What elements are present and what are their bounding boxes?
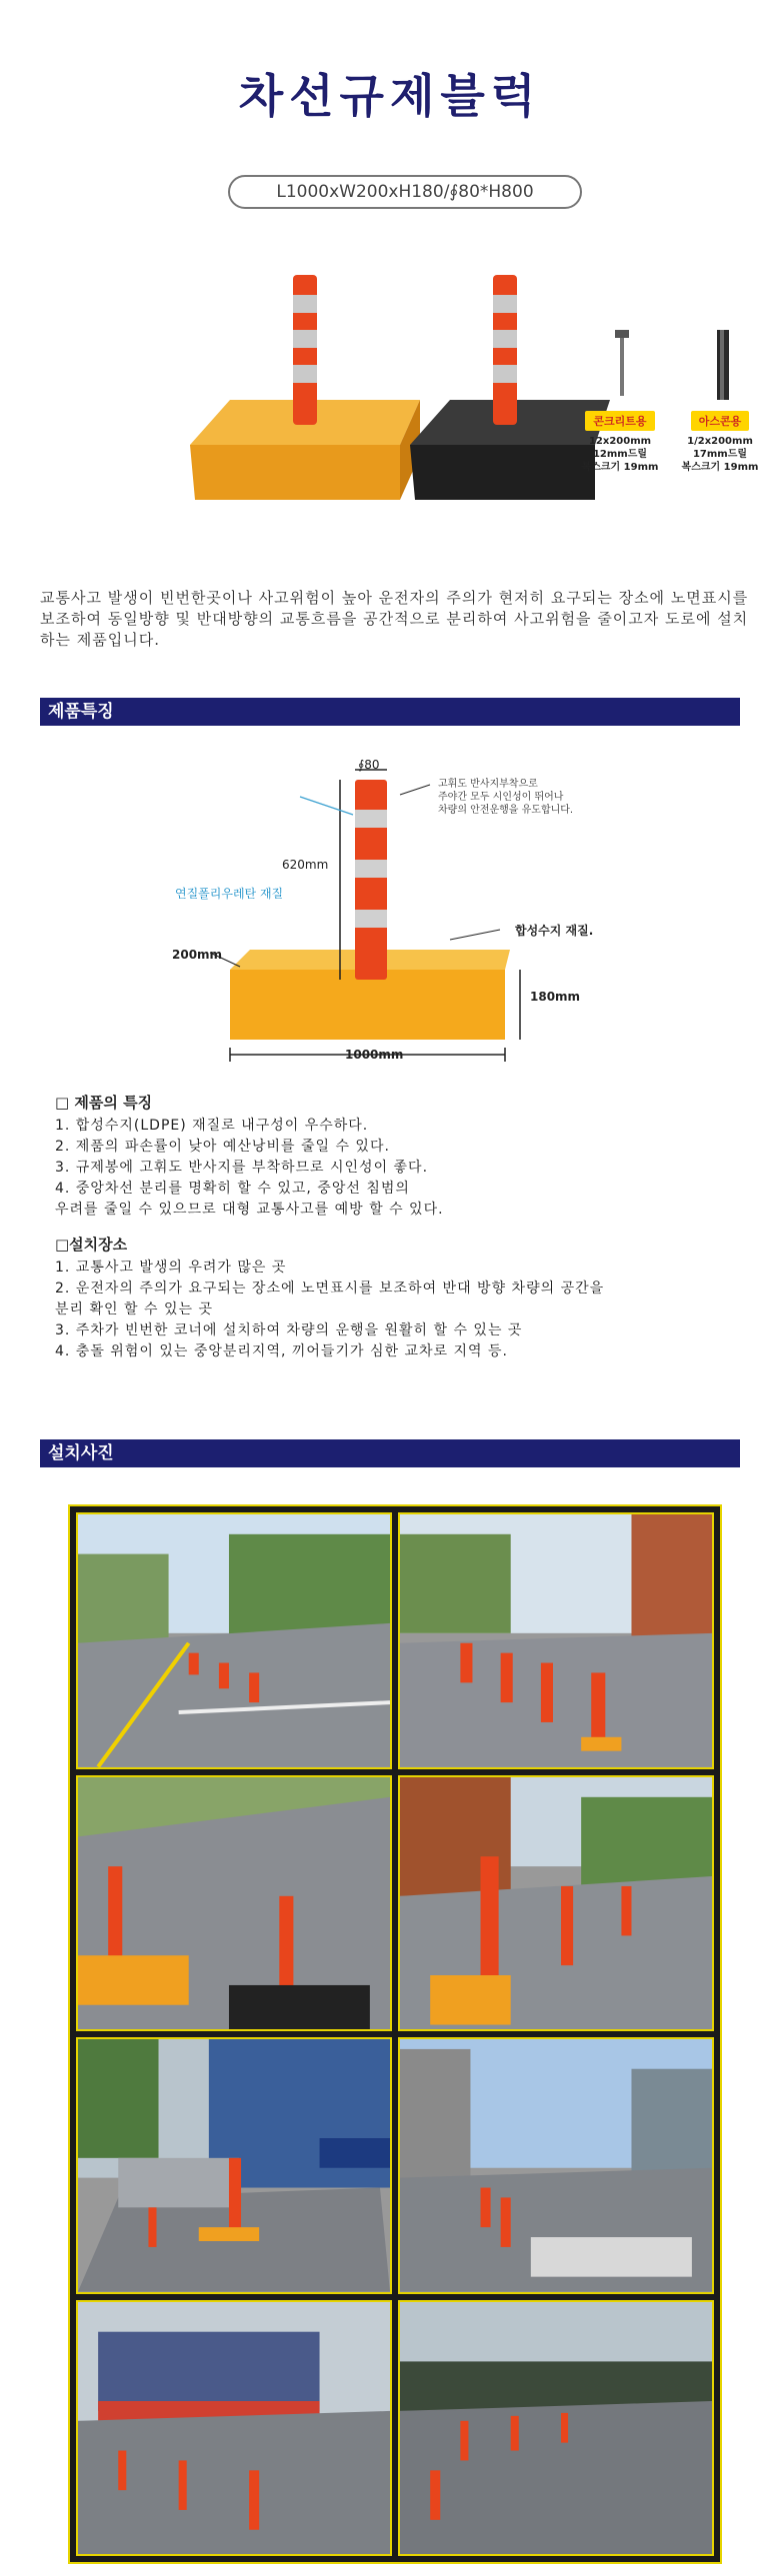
installation-photo (398, 2300, 714, 2557)
features-heading: □ 제품의 특징 (55, 1094, 153, 1112)
diagram-diameter-label: ∮80 (358, 758, 380, 772)
feature-item: 4. 중앙차선 분리를 명확히 할 수 있고, 중앙선 침범의 우려를 줄일 수 있으므로 대형 교통사고를 예방 할 수 있다. (55, 1181, 444, 1218)
bolt-icon-asphalt (708, 330, 738, 400)
intro-text: 교통사고 발생이 빈번한곳이나 사고위험이 높아 운전자의 주의가 현저히 요구되는 장소에 노면표시를 보조하여 동일방향 및 반대방향의 교통흐름을 공간적으로 분리하여 사고위험을 줄이고자 도로에 설치하는 제품입니다. (40, 589, 749, 649)
installation-photo (76, 1775, 392, 2032)
section-header-photos: 설치사진 (40, 1439, 740, 1467)
install-item: 1. 교통사고 발생의 우려가 많은 곳 (55, 1260, 287, 1276)
anchor-asphalt (670, 410, 770, 474)
feature-item: 1. 합성수지(LDPE) 재질로 내구성이 우수하다. (55, 1118, 369, 1134)
diagram-base-material: 합성수지 재질. (515, 924, 594, 938)
spec-dimensions: L1000xW200xH180/∮80*H800 (228, 175, 582, 209)
product-hero-illustration (170, 240, 610, 540)
installation-photo (398, 1512, 714, 1769)
bolt-icon-concrete (612, 330, 632, 400)
features-list (55, 1093, 755, 1362)
diagram-height-label: 620mm (282, 858, 329, 872)
anchor-concrete-spec: 12x200mm 12mm드릴 복스크기 19mm (581, 436, 659, 473)
diagram-length-label: 1000mm (345, 1048, 404, 1062)
installation-photo-grid (68, 1504, 722, 2564)
install-item: 3. 주차가 빈번한 코너에 설치하여 차량의 운행을 원활히 할 수 있는 곳 (55, 1322, 523, 1338)
installation-photo (76, 2300, 392, 2557)
installation-photo (76, 2037, 392, 2294)
installation-photo (76, 1512, 392, 1769)
diagram-width-label: 200mm (172, 948, 223, 962)
installation-photo (398, 2037, 714, 2294)
diagram-base-height-label: 180mm (530, 990, 581, 1004)
diagram-reflector-note: 고휘도 반사지부착으로 주야간 모두 시인성이 뛰어나 차량의 안전운행을 유도합니다. (438, 779, 574, 816)
install-item: 2. 운전자의 주의가 요구되는 장소에 노면표시를 보조하여 반대 방향 차량의 공간을 분리 확인 할 수 있는 곳 (55, 1281, 605, 1317)
install-location-heading: □설치장소 (55, 1236, 128, 1254)
diagram-pole-material: 연질폴리우레탄 재질 (175, 887, 284, 901)
feature-item: 3. 규제봉에 고휘도 반사지를 부착하므로 시인성이 좋다. (55, 1160, 429, 1176)
installation-photo (398, 1775, 714, 2032)
page-title: 차선규제블럭 (238, 69, 542, 123)
anchor-asphalt-label: 아스콘용 (691, 411, 750, 431)
install-item: 4. 충돌 위험이 있는 중앙분리지역, 끼어들기가 심한 교차로 지역 등. (55, 1343, 508, 1359)
feature-item: 2. 제품의 파손률이 낮아 예산낭비를 줄일 수 있다. (55, 1139, 390, 1155)
anchor-concrete (570, 410, 670, 474)
section-header-features: 제품특징 (40, 698, 740, 726)
anchor-asphalt-spec: 1/2x200mm 17mm드릴 복스크기 19mm (681, 436, 759, 473)
anchor-concrete-label: 콘크리트용 (585, 411, 654, 431)
